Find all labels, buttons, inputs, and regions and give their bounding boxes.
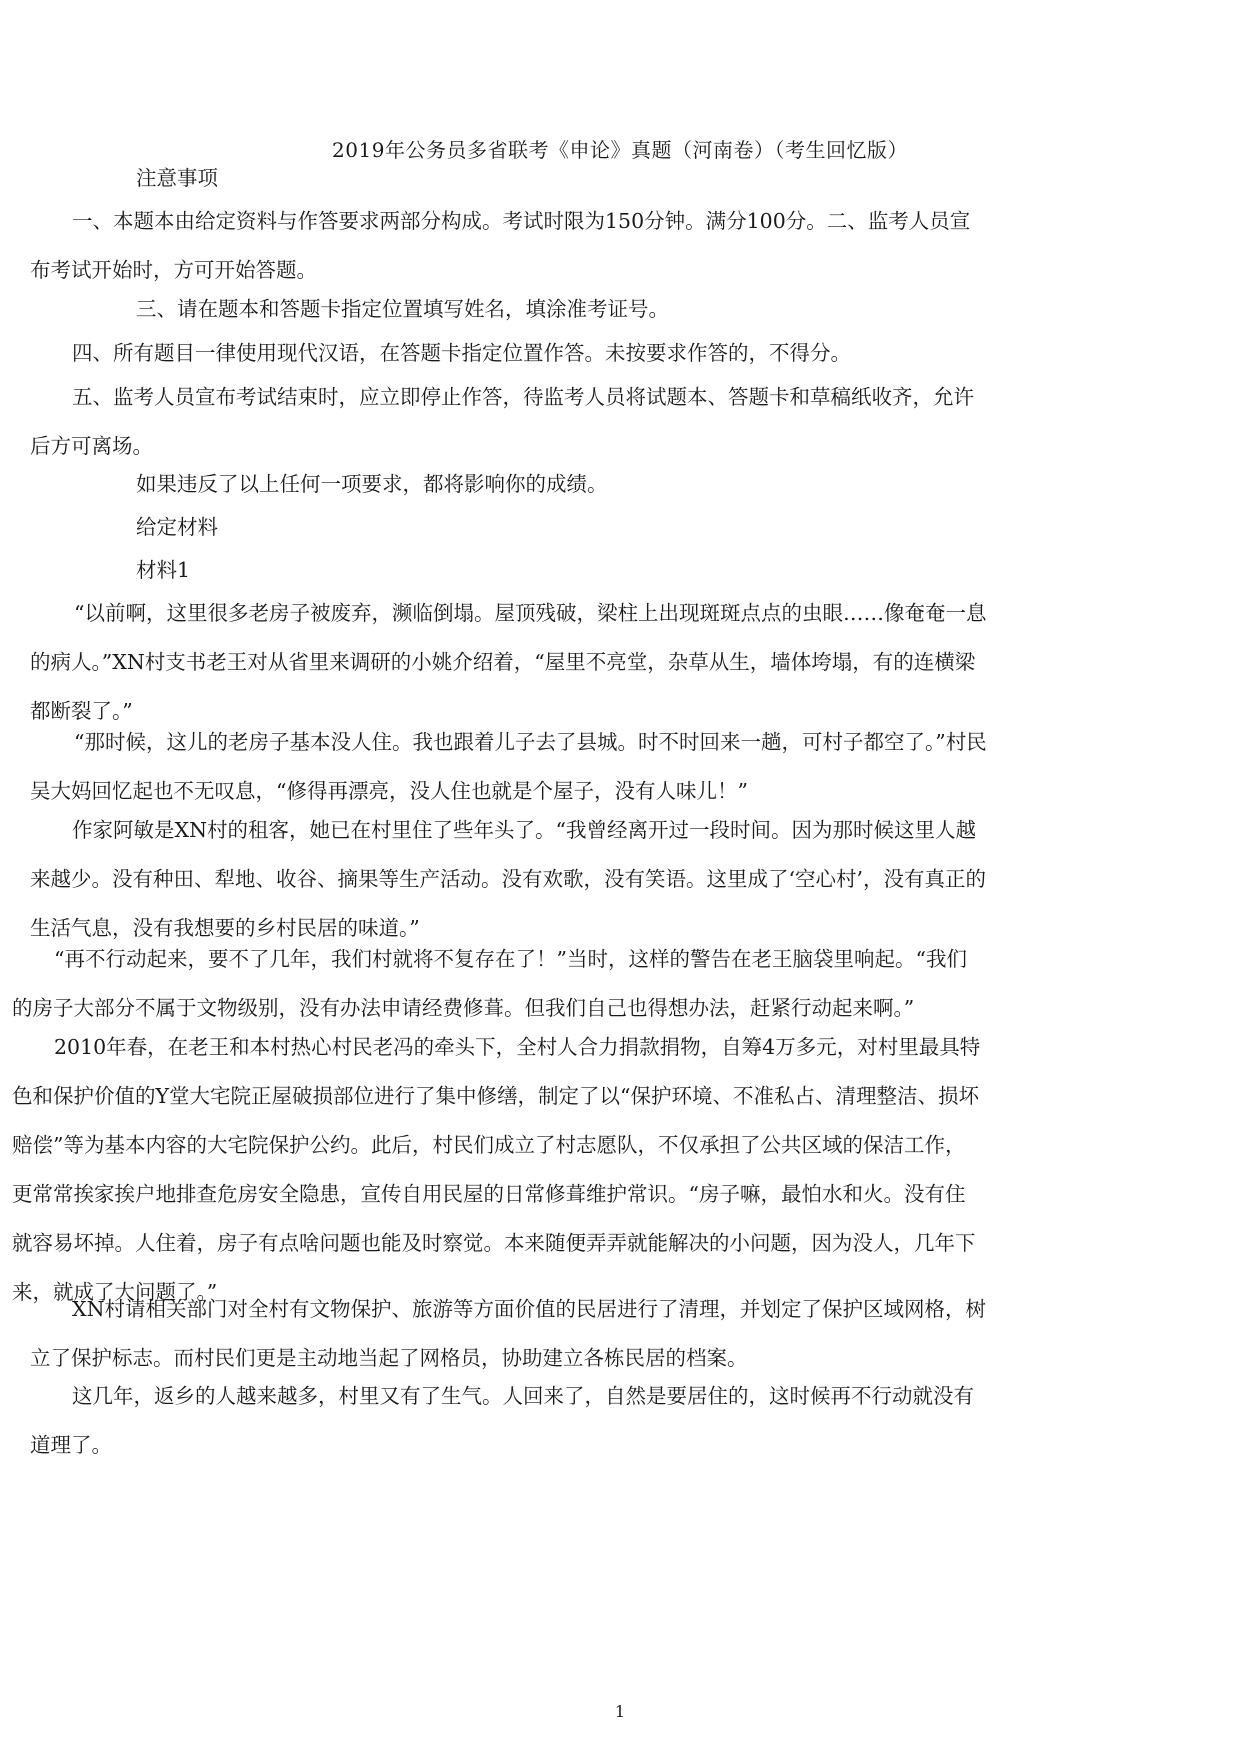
material-paragraph: 作家阿敏是XN村的租客，她已在村里住了些年头了。“我曾经离开过一段时间。因为那时候这里人越来越少。没有种田、犁地、收谷、摘果等生产活动。没有欢歌，没有笑语。这里成了‘空心村’，没有真正的生活气息，没有我想要的乡村民居的味道。” bbox=[30, 818, 987, 940]
notice-heading: 注意事项 bbox=[136, 166, 218, 190]
material-paragraph: 2010年春，在老王和本村热心村民老冯的牵头下，全村人合力捐款捐物，自筹4万多元，对村里最具特色和保护价值的Y堂大宅院正屋破损部位进行了集中修缮，制定了以“保护环境、不准私占、清理整洁、损坏赔偿”等为基本内容的大宅院保护公约。此后，村民们成立了村志愿队，不仅承担了公共区域的保洁工作，更常常挨家挨户地排查危房安全隐患，宣传自用民屋的日常修葺维护常识。“房子嘛，最怕水和火。没有住就容易坏掉。人住着，房子有点啥问题也能及时察觉。本来随便弄弄就能解决的小问题，因为没人，几年下来，就成了大问题了。” bbox=[12, 1035, 981, 1304]
material-paragraph: “以前啊，这里很多老房子被废弃，濒临倒塌。屋顶残破，梁柱上出现斑斑点点的虫眼……像奄奄一息的病人。”XN村支书老王对从省里来调研的小姚介绍着，“屋里不亮堂，杂草从生，墙体垮塌，有的连横梁都断裂了。” bbox=[30, 601, 987, 723]
rule-paragraph: 一、本题本由给定资料与作答要求两部分构成。考试时限为150分钟。满分100分。二、监考人员宣布考试开始时，方可开始答题。 bbox=[30, 209, 971, 282]
material-paragraph: XN村请相关部门对全村有文物保护、旅游等方面价值的民居进行了清理，并划定了保护区域网格，树立了保护标志。而村民们更是主动地当起了网格员，协助建立各栋民居的档案。 bbox=[30, 1297, 987, 1370]
page-title: 2019年公务员多省联考《申论》真题（河南卷）（考生回忆版） bbox=[332, 138, 908, 162]
rule-paragraph: 五、监考人员宣布考试结束时，应立即停止作答，待监考人员将试题本、答题卡和草稿纸收齐，允许后方可离场。 bbox=[30, 385, 974, 458]
material-heading: 材料1 bbox=[136, 558, 191, 582]
material-paragraph: “再不行动起来，要不了几年，我们村就将不复存在了！”当时，这样的警告在老王脑袋里响起。“我们的房子大部分不属于文物级别，没有办法申请经费修葺。但我们自己也得想办法，赶紧行动起来啊。” bbox=[12, 947, 967, 1020]
rule-paragraph: 三、请在题本和答题卡指定位置填写姓名，填涂准考证号。 bbox=[136, 297, 669, 321]
section-heading: 给定材料 bbox=[136, 515, 218, 539]
page-number: 1 bbox=[614, 1702, 626, 1721]
rule-paragraph: 四、所有题目一律使用现代汉语，在答题卡指定位置作答。未按要求作答的，不得分。 bbox=[72, 341, 851, 365]
material-paragraph: “那时候，这儿的老房子基本没人住。我也跟着儿子去了县城。时不时回来一趟，可村子都空了。”村民吴大妈回忆起也不无叹息，“修得再漂亮，没人住也就是个屋子，没有人味儿！” bbox=[30, 730, 987, 803]
rule-paragraph: 如果违反了以上任何一项要求，都将影响你的成绩。 bbox=[136, 472, 608, 496]
material-paragraph: 这几年，返乡的人越来越多，村里又有了生气。人回来了，自然是要居住的，这时候再不行动就没有道理了。 bbox=[30, 1384, 974, 1457]
